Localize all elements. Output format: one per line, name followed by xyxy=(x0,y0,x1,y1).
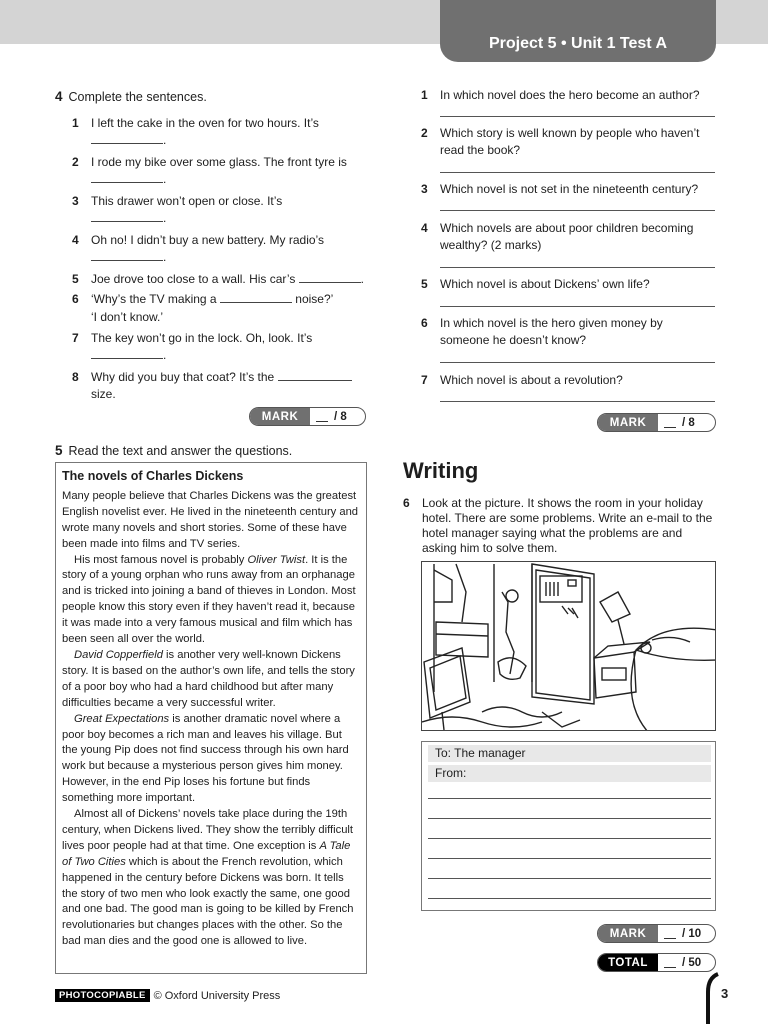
sentence-text: The key won’t go in the lock. Oh, look. It’s xyxy=(91,331,313,345)
answer-line[interactable] xyxy=(440,172,715,173)
item-number: 6 xyxy=(72,292,79,306)
mark-label: MARK xyxy=(598,414,658,431)
section-4-heading xyxy=(55,89,207,104)
item-number: 6 xyxy=(421,316,428,330)
reading-paragraph: Many people believe that Charles Dickens was the greatest English novelist ever. He lived in the nineteenth century and wrote many novels and short stories. Some of these have been made into films and TV series. xyxy=(62,489,359,550)
item-number: 7 xyxy=(421,373,428,387)
item-number: 5 xyxy=(421,277,428,291)
email-from-field[interactable]: From: xyxy=(428,765,711,782)
reading-paragraph: David Copperfield is another very well-known Dickens story. It is based on the author’s own life, and tells the story of a poor boy who had a hard childhood but after many difficulties became a very successful writer. xyxy=(62,648,355,709)
question-text: Which novel is not set in the nineteenth century? xyxy=(440,182,699,196)
mark-total: / 8 xyxy=(682,416,695,429)
item-number: 5 xyxy=(72,272,79,286)
item-number: 8 xyxy=(72,370,79,384)
answer-blank[interactable] xyxy=(299,272,361,283)
mark-total: / 8 xyxy=(334,410,347,423)
section-instruction: Complete the sentences. xyxy=(68,90,207,104)
question-item-5 xyxy=(421,276,716,294)
answer-blank[interactable] xyxy=(278,370,352,381)
question-text: Which novels are about poor children becoming wealthy? (2 marks) xyxy=(440,221,694,252)
question-item-6 xyxy=(421,315,716,351)
question-text: Which novel is about Dickens’ own life? xyxy=(440,277,650,291)
answer-blank[interactable] xyxy=(91,211,163,222)
footer xyxy=(55,989,280,1002)
writing-line[interactable] xyxy=(428,818,711,819)
score-blank[interactable] xyxy=(316,412,328,422)
answer-blank[interactable] xyxy=(220,292,292,303)
reading-paragraph: Almost all of Dickens’ novels take place during the 19th century, when Dickens lived. They show the terribly difficult lives poor people had at that time. One exception is A Tale of Two Cities which is about the French revolution, which happened in the century before Dickens was born. It tells the story of two men who look exactly the same, one good and one bad. The good man is going to be killed by French revolutionaries but changes places with the other. So the bad man dies and the good one is allowed to live. xyxy=(62,808,354,948)
reading-title: The novels of Charles Dickens xyxy=(62,469,244,483)
copyright-text: © Oxford University Press xyxy=(153,989,281,1002)
writing-heading: Writing xyxy=(403,458,479,483)
sentence-item-5: 5 Joe drove too close to a wall. His car’s . xyxy=(72,272,365,286)
answer-line[interactable] xyxy=(440,362,715,363)
header-tab xyxy=(440,0,716,62)
sentence-item-6: 6 ‘Why’s the TV making a noise?’ ‘I don’t know.’ xyxy=(72,292,334,324)
sentence-item-4: 4 Oh no! I didn’t buy a new battery. My radio’s . xyxy=(72,233,325,264)
section-number: 4 xyxy=(55,89,63,104)
item-number: 4 xyxy=(72,233,79,247)
mark-total: / 10 xyxy=(682,927,702,940)
sentence-item-7: 7 The key won’t go in the lock. Oh, look. It’s . xyxy=(72,331,313,362)
total-label: TOTAL xyxy=(598,954,658,971)
writing-instruction xyxy=(403,496,718,556)
writing-line[interactable] xyxy=(428,798,711,799)
mark-label: MARK xyxy=(250,408,310,425)
writing-line[interactable] xyxy=(428,878,711,879)
answer-blank[interactable] xyxy=(91,250,163,261)
answer-line[interactable] xyxy=(440,401,715,402)
answer-blank[interactable] xyxy=(91,172,163,183)
question-item-4 xyxy=(421,220,716,256)
section-5-heading xyxy=(55,443,292,458)
item-number: 1 xyxy=(72,116,79,130)
item-number: 3 xyxy=(421,182,428,196)
total-score-box xyxy=(597,953,716,972)
sentence-item-2: 2 I rode my bike over some glass. The front tyre is . xyxy=(72,155,347,186)
writing-line[interactable] xyxy=(428,898,711,899)
writing-line[interactable] xyxy=(428,858,711,859)
sentence-item-3: 3 This drawer won’t open or close. It’s . xyxy=(72,194,283,225)
question-item-2 xyxy=(421,125,716,161)
question-text: In which novel is the hero given money by someone he doesn’t know? xyxy=(440,316,663,347)
item-number: 2 xyxy=(72,155,79,169)
hotel-room-picture xyxy=(421,561,716,731)
sentence-text: This drawer won’t open or close. It’s xyxy=(91,194,283,208)
item-number: 3 xyxy=(72,194,79,208)
answer-line[interactable] xyxy=(440,210,715,211)
reading-paragraph: Great Expectations is another dramatic novel where a poor boy becomes a rich man and leaves his village. But the young Pip does not find success through his own hard work but because a mysterious person gives him money. However, in the end Pip loses his fortune but finds something more important. xyxy=(62,712,349,805)
answer-blank[interactable] xyxy=(91,348,163,359)
photocopiable-badge: PHOTOCOPIABLE xyxy=(55,989,150,1002)
score-blank[interactable] xyxy=(664,929,676,939)
answer-blank[interactable] xyxy=(91,133,163,144)
hotel-room-illustration xyxy=(422,562,716,731)
question-text: Which novel is about a revolution? xyxy=(440,373,623,387)
instruction-text: Look at the picture. It shows the room in your holiday hotel. There are some problems. Write an e-mail to the hotel manager saying what the problems are and asking him to solve them. xyxy=(422,496,713,555)
item-number: 2 xyxy=(421,126,428,140)
section-6-mark-box xyxy=(597,924,716,943)
answer-line[interactable] xyxy=(440,306,715,307)
sentence-text: Joe drove too close to a wall. His car’s xyxy=(91,272,296,286)
sentence-item-1: 1 I left the cake in the oven for two hours. It’s . xyxy=(72,116,319,147)
reading-text-box xyxy=(55,462,367,974)
sentence-text: I left the cake in the oven for two hours. It’s xyxy=(91,116,319,130)
page-title: Project 5 • Unit 1 Test A xyxy=(488,35,668,52)
page-number: 3 xyxy=(721,986,729,1001)
question-text: Which story is well known by people who haven’t read the book? xyxy=(440,126,700,157)
item-number: 4 xyxy=(421,221,428,235)
sentence-text: Why did you buy that coat? It’s the xyxy=(91,370,275,384)
section-4-mark-box xyxy=(249,407,366,426)
section-number: 5 xyxy=(55,443,63,458)
section-instruction: Read the text and answer the questions. xyxy=(68,444,293,458)
sentence-reply: ‘I don’t know.’ xyxy=(91,310,164,324)
sentence-text: Oh no! I didn’t buy a new battery. My radio’s xyxy=(91,233,325,247)
section-5-mark-box xyxy=(597,413,716,432)
question-item-3 xyxy=(421,181,716,199)
email-to-field[interactable]: To: The manager xyxy=(428,745,711,762)
email-form xyxy=(421,741,716,911)
question-item-7 xyxy=(421,372,716,390)
score-blank[interactable] xyxy=(664,418,676,428)
mark-label: MARK xyxy=(598,925,658,942)
score-blank[interactable] xyxy=(664,958,676,968)
page-corner-bracket xyxy=(704,972,720,1024)
item-number: 1 xyxy=(421,88,428,102)
sentence-text: ‘Why’s the TV making a xyxy=(91,292,217,306)
sentence-item-8: 8 Why did you buy that coat? It’s the size. xyxy=(72,369,367,405)
answer-line[interactable] xyxy=(440,116,715,117)
reading-paragraph: His most famous novel is probably Oliver Twist. It is the story of a young orphan who runs away from an orphanage and is tricked into joining a band of thieves in London. Most people know this story even if they haven’t read it, because it was made into a very famous musical and film which has been seen all over the world. xyxy=(62,553,356,646)
sentence-text: I rode my bike over some glass. The front tyre is xyxy=(91,155,347,169)
item-number: 6 xyxy=(403,496,410,510)
total-value: / 50 xyxy=(682,956,702,969)
question-text: In which novel does the hero become an author? xyxy=(440,88,700,102)
answer-line[interactable] xyxy=(440,267,715,268)
item-number: 7 xyxy=(72,331,79,345)
writing-line[interactable] xyxy=(428,838,711,839)
